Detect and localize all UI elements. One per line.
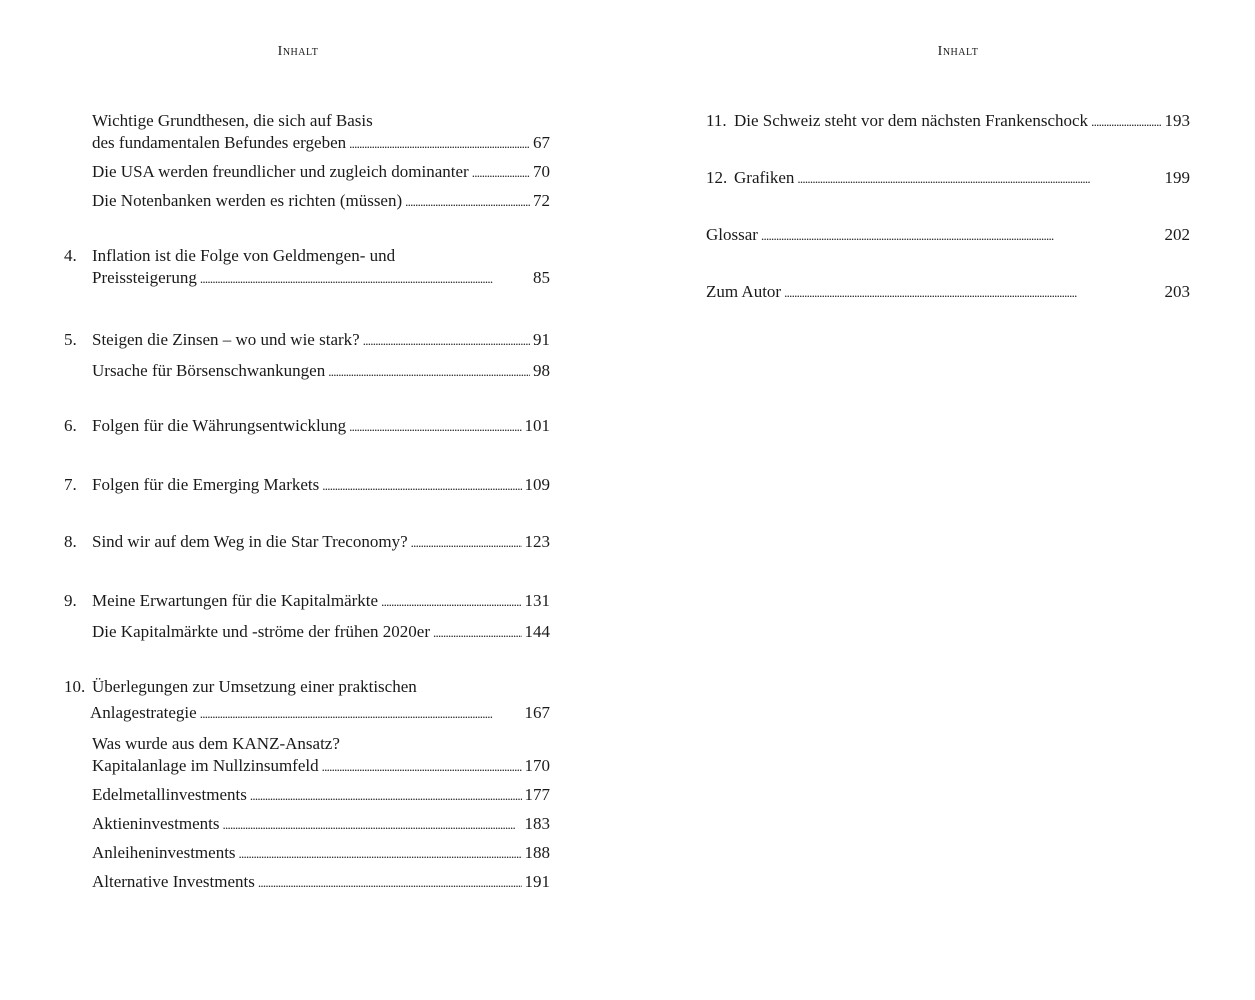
chapter-number: 10. [64,677,86,696]
chapter-number: 5. [64,330,77,349]
toc-entry: 8. Sind wir auf dem Weg in die Star Treconomy? . . . 123 [64,531,550,554]
toc-entry: Alternative Investments . . . 191 [64,871,550,894]
page-number: 193 [1164,111,1190,130]
page-number: 101 [524,416,550,435]
chapter-number: 11. [706,111,727,130]
page-number: 199 [1164,168,1190,187]
toc-entry: Die Kapitalmärkte und -ströme der frühen 2020er . . . 144 [64,621,550,644]
chapter-number: 12. [706,168,728,187]
toc-entry: Glossar . . . 202 [706,224,1190,247]
toc-entry: Aktieninvestments . . . 183 [64,813,550,836]
page-number: 131 [524,591,550,610]
running-head: Inhalt [937,44,979,59]
toc-entry: Die USA werden freundlicher und zugleich dominanter . . . 70 [64,161,550,184]
page-number: 183 [524,814,550,833]
page-number: 67 [533,133,550,152]
toc-entry: 9. Meine Erwartungen für die Kapitalmärkte . . . 131 [64,590,550,613]
page-number: 191 [524,872,550,891]
page-number: 72 [533,191,550,210]
page-number: 70 [533,162,550,181]
page-number: 98 [533,361,550,380]
toc-entry: Die Notenbanken werden es richten (müssen) . . . 72 [64,190,550,213]
toc-entry: Wichtige Grundthesen, die sich auf Basis des fundamentalen Befundes ergeben . . . 67 [64,110,550,155]
right-page [630,0,1255,1000]
chapter-number: 6. [64,416,77,435]
page-number: 144 [524,622,550,641]
toc-entry: 12. Grafiken . . . 199 [706,167,1190,190]
toc-entry: 11. Die Schweiz steht vor dem nächsten Frankenschock . . . 193 [706,110,1190,133]
toc-entry: 7. Folgen für die Emerging Markets . . . 109 [64,474,550,497]
page-number: 85 [533,268,550,287]
chapter-number: 4. [64,246,77,265]
page-number: 91 [533,330,550,349]
page-number: 109 [524,475,550,494]
page-number: 170 [524,756,550,775]
toc-entry: Was wurde aus dem KANZ-Ansatz? Kapitalanlage im Nullzinsumfeld . . . 170 [64,733,550,778]
toc-entry: 10. Überlegungen zur Umsetzung einer praktischen Anlagestrategie . . . 167 [64,676,550,725]
toc-entry: 4. Inflation ist die Folge von Geldmengen- und Preissteigerung . . . 85 [64,245,550,290]
toc-entry: Edelmetallinvestments . . . 177 [64,784,550,807]
chapter-number: 8. [64,532,77,551]
left-page [0,0,600,1000]
page-number: 177 [524,785,550,804]
toc-entry: 6. Folgen für die Währungsentwicklung . . . 101 [64,415,550,438]
toc-entry: Ursache für Börsenschwankungen . . . 98 [64,360,550,383]
toc-entry: Anleiheninvestments . . . 188 [64,842,550,865]
page-number: 203 [1164,282,1190,301]
chapter-number: 9. [64,591,77,610]
page-number: 167 [524,703,550,722]
toc-entry: 5. Steigen die Zinsen – wo und wie stark? . . . 91 [64,329,550,352]
page-number: 188 [524,843,550,862]
chapter-number: 7. [64,475,77,494]
page-number: 123 [524,532,550,551]
running-head: Inhalt [277,44,319,59]
page-number: 202 [1164,225,1190,244]
toc-entry: Zum Autor . . . 203 [706,281,1190,304]
